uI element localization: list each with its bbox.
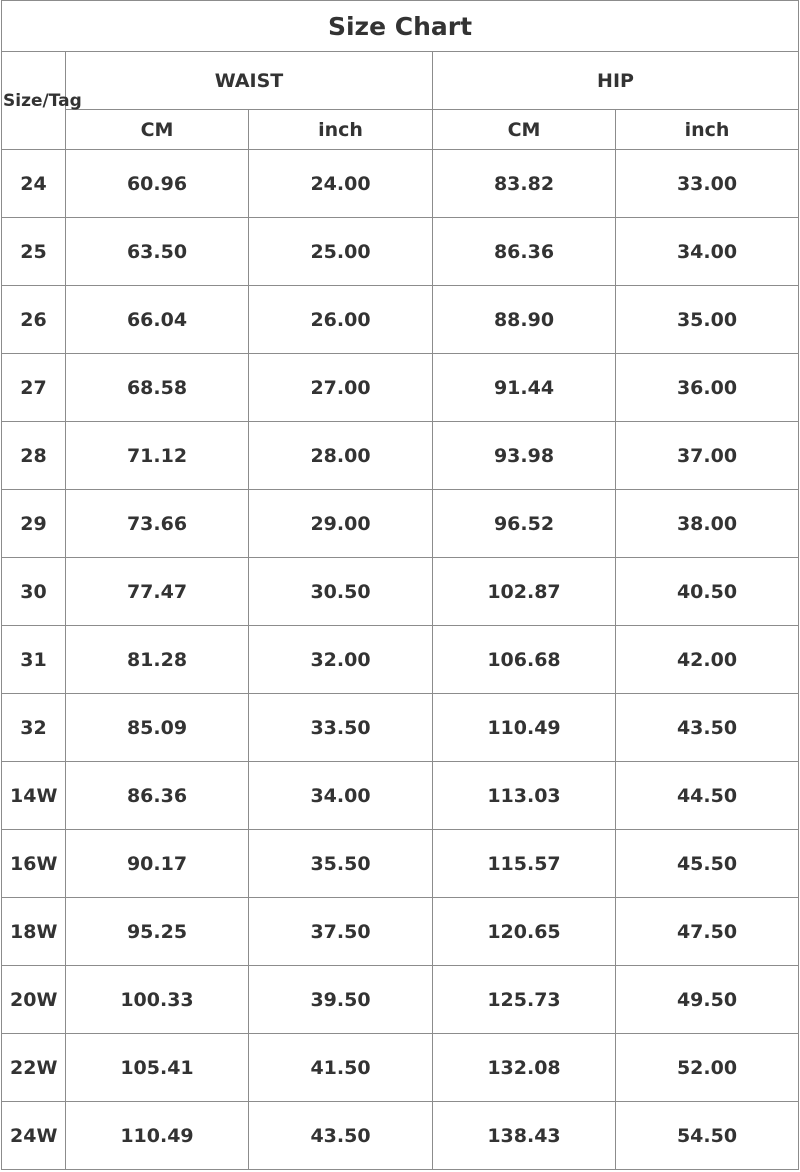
waist-cm-cell: 68.58 (66, 354, 249, 422)
hip-inch-cell: 47.50 (616, 898, 799, 966)
waist-inch-cell: 33.50 (249, 694, 433, 762)
waist-inch-cell: 32.00 (249, 626, 433, 694)
size-cell: 18W (2, 898, 66, 966)
table-row (2, 286, 799, 354)
hip-cm-cell: 102.87 (433, 558, 616, 626)
hip-cm-cell: 120.65 (433, 898, 616, 966)
table-row (2, 762, 799, 830)
waist-cm-cell: 66.04 (66, 286, 249, 354)
waist-inch-cell: 34.00 (249, 762, 433, 830)
waist-inch-cell: 37.50 (249, 898, 433, 966)
size-cell: 20W (2, 966, 66, 1034)
table-row (2, 558, 799, 626)
size-cell: 16W (2, 830, 66, 898)
chart-title: Size Chart (2, 1, 799, 52)
hip-cm-header: CM (433, 110, 616, 150)
hip-inch-cell: 43.50 (616, 694, 799, 762)
waist-inch-cell: 35.50 (249, 830, 433, 898)
waist-cm-cell: 71.12 (66, 422, 249, 490)
size-cell: 30 (2, 558, 66, 626)
waist-cm-cell: 105.41 (66, 1034, 249, 1102)
hip-inch-cell: 40.50 (616, 558, 799, 626)
hip-cm-cell: 96.52 (433, 490, 616, 558)
size-cell: 22W (2, 1034, 66, 1102)
table-row (2, 354, 799, 422)
waist-cm-cell: 90.17 (66, 830, 249, 898)
waist-group-header: WAIST (66, 52, 433, 110)
size-cell: 24W (2, 1102, 66, 1170)
table-row (2, 830, 799, 898)
table-row (2, 966, 799, 1034)
waist-inch-cell: 27.00 (249, 354, 433, 422)
table-row (2, 626, 799, 694)
hip-cm-cell: 86.36 (433, 218, 616, 286)
table-row (2, 422, 799, 490)
hip-cm-cell: 113.03 (433, 762, 616, 830)
waist-cm-cell: 100.33 (66, 966, 249, 1034)
table-row (2, 150, 799, 218)
waist-cm-cell: 60.96 (66, 150, 249, 218)
waist-cm-header: CM (66, 110, 249, 150)
hip-inch-header: inch (616, 110, 799, 150)
hip-cm-cell: 132.08 (433, 1034, 616, 1102)
table-row (2, 898, 799, 966)
waist-cm-cell: 63.50 (66, 218, 249, 286)
hip-group-header: HIP (433, 52, 799, 110)
waist-inch-cell: 24.00 (249, 150, 433, 218)
waist-cm-cell: 86.36 (66, 762, 249, 830)
hip-cm-cell: 106.68 (433, 626, 616, 694)
size-cell: 29 (2, 490, 66, 558)
hip-inch-cell: 44.50 (616, 762, 799, 830)
size-chart-table (1, 0, 799, 1170)
hip-inch-cell: 45.50 (616, 830, 799, 898)
waist-inch-cell: 30.50 (249, 558, 433, 626)
hip-cm-cell: 110.49 (433, 694, 616, 762)
waist-inch-cell: 39.50 (249, 966, 433, 1034)
size-cell: 32 (2, 694, 66, 762)
hip-inch-cell: 38.00 (616, 490, 799, 558)
table-row (2, 490, 799, 558)
size-cell: 25 (2, 218, 66, 286)
hip-cm-cell: 93.98 (433, 422, 616, 490)
waist-cm-cell: 81.28 (66, 626, 249, 694)
waist-inch-cell: 28.00 (249, 422, 433, 490)
waist-cm-cell: 73.66 (66, 490, 249, 558)
table-row (2, 1102, 799, 1170)
waist-inch-cell: 26.00 (249, 286, 433, 354)
table-row (2, 1034, 799, 1102)
size-cell: 26 (2, 286, 66, 354)
hip-inch-cell: 34.00 (616, 218, 799, 286)
hip-inch-cell: 33.00 (616, 150, 799, 218)
size-column-header: Size/Tag (2, 52, 66, 150)
size-cell: 14W (2, 762, 66, 830)
waist-cm-cell: 95.25 (66, 898, 249, 966)
hip-cm-cell: 83.82 (433, 150, 616, 218)
hip-cm-cell: 115.57 (433, 830, 616, 898)
waist-inch-cell: 43.50 (249, 1102, 433, 1170)
waist-cm-cell: 110.49 (66, 1102, 249, 1170)
hip-inch-cell: 49.50 (616, 966, 799, 1034)
hip-inch-cell: 42.00 (616, 626, 799, 694)
size-cell: 27 (2, 354, 66, 422)
hip-inch-cell: 36.00 (616, 354, 799, 422)
waist-cm-cell: 77.47 (66, 558, 249, 626)
waist-inch-cell: 29.00 (249, 490, 433, 558)
hip-cm-cell: 88.90 (433, 286, 616, 354)
hip-inch-cell: 54.50 (616, 1102, 799, 1170)
waist-inch-header: inch (249, 110, 433, 150)
size-cell: 28 (2, 422, 66, 490)
hip-cm-cell: 138.43 (433, 1102, 616, 1170)
table-row (2, 694, 799, 762)
hip-inch-cell: 37.00 (616, 422, 799, 490)
hip-cm-cell: 91.44 (433, 354, 616, 422)
waist-inch-cell: 25.00 (249, 218, 433, 286)
waist-cm-cell: 85.09 (66, 694, 249, 762)
waist-inch-cell: 41.50 (249, 1034, 433, 1102)
hip-inch-cell: 52.00 (616, 1034, 799, 1102)
hip-inch-cell: 35.00 (616, 286, 799, 354)
size-cell: 31 (2, 626, 66, 694)
table-row (2, 218, 799, 286)
size-rows (2, 150, 799, 1170)
size-cell: 24 (2, 150, 66, 218)
hip-cm-cell: 125.73 (433, 966, 616, 1034)
